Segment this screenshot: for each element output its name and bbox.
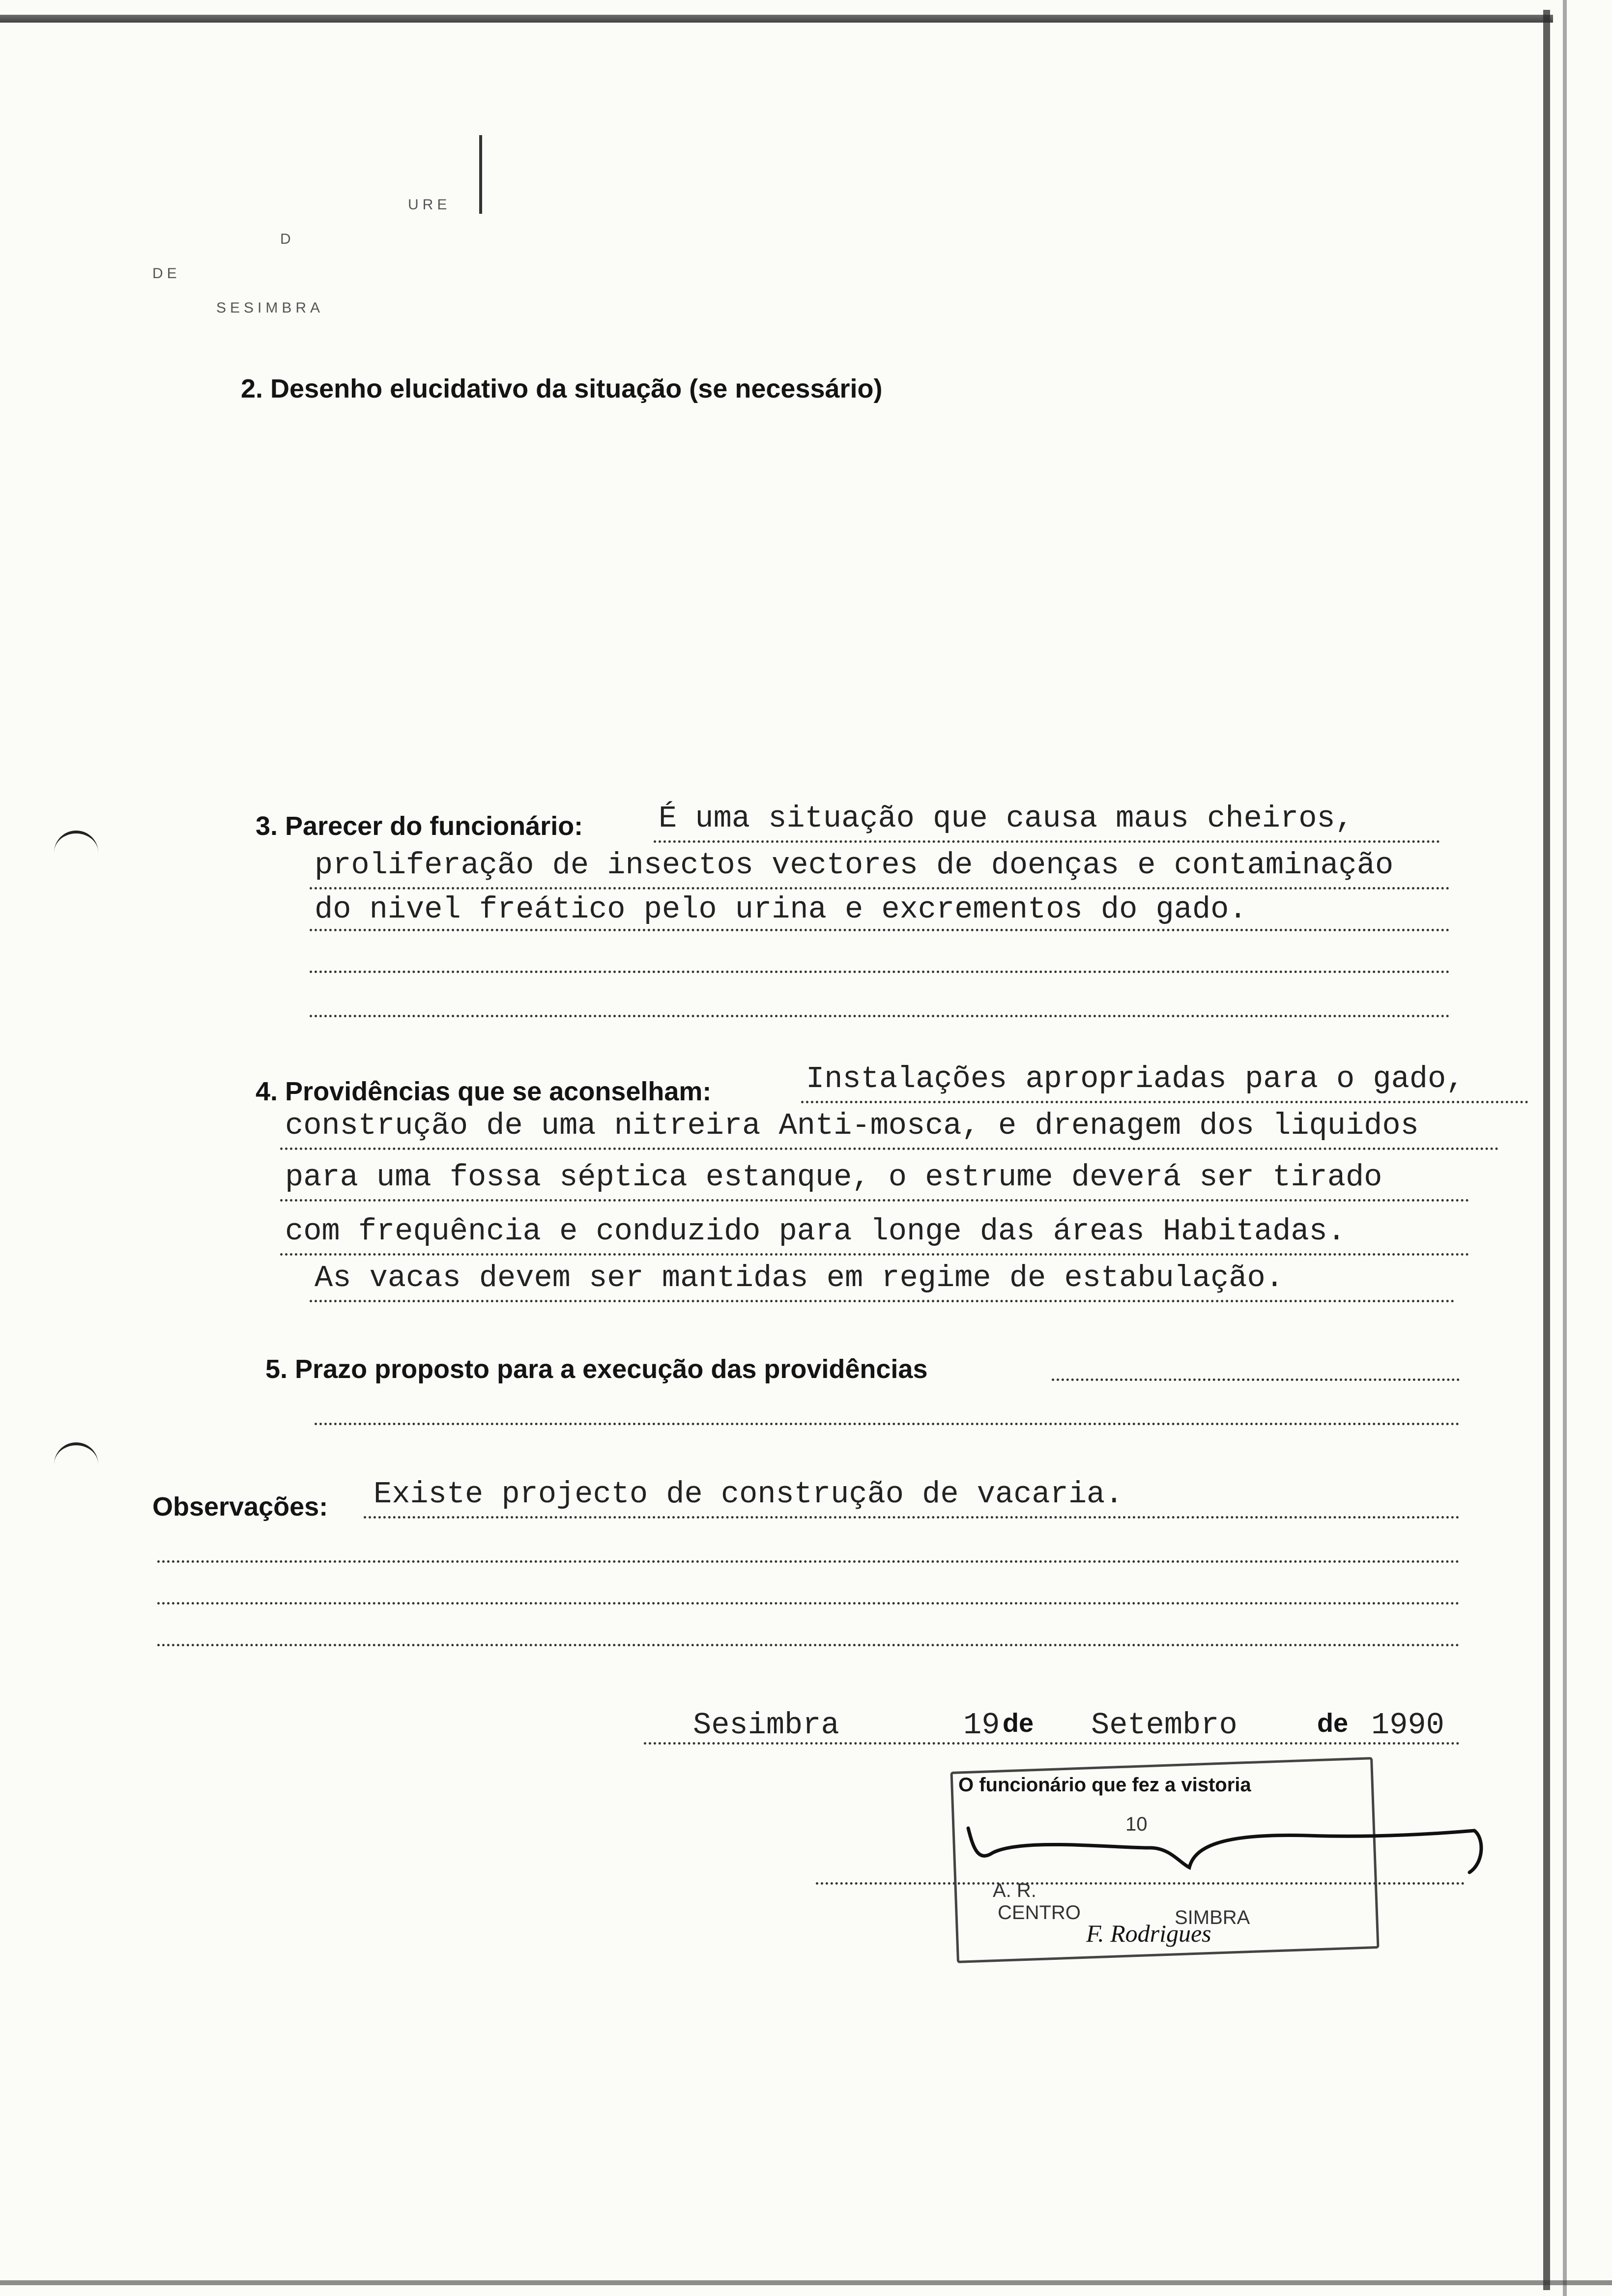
dotted-line [644, 1742, 1460, 1745]
dotted-line [280, 1199, 1469, 1202]
dotted-line [801, 1101, 1528, 1103]
header-stamp [64, 133, 491, 344]
section3-label: 3. Parecer do funcionário: [256, 811, 583, 841]
dotted-line [157, 1602, 1460, 1605]
dotted-line [310, 887, 1450, 890]
stamp-text-3: SIMBRA [1175, 1907, 1250, 1928]
dotted-line [310, 971, 1450, 973]
dotted-line [280, 1148, 1499, 1150]
dotted-line [157, 1560, 1460, 1563]
bottom-border-line [0, 2280, 1612, 2285]
section4-line-2: construção de uma nitreira Anti-mosca, e drenagem dos liquidos [285, 1108, 1419, 1143]
top-border-line [0, 15, 1553, 23]
section3-line-1: É uma situação que causa maus cheiros, [659, 801, 1353, 836]
stamp-text-1: A. R. [993, 1880, 1036, 1901]
dotted-line [310, 929, 1450, 931]
dotted-line [157, 1644, 1460, 1646]
section4-line-4: com frequência e conduzido para longe das áreas Habitadas. [285, 1214, 1346, 1249]
dotted-line [280, 1253, 1469, 1256]
punch-hole-mark [54, 1442, 98, 1465]
header-stamp-line: URE [408, 197, 451, 213]
signature-title: O funcionário que fez a vistoria [958, 1774, 1251, 1796]
stamp-number: 10 [1125, 1813, 1148, 1835]
signer-name: F. Rodrigues [1086, 1920, 1211, 1947]
dotted-line [310, 1300, 1455, 1302]
dotted-line [310, 1015, 1450, 1017]
header-stamp-line: DE [152, 265, 181, 282]
section2-heading: 2. Desenho elucidativo da situação (se necessário) [241, 374, 883, 403]
dotted-line [654, 840, 1440, 843]
dotted-line [315, 1423, 1460, 1425]
header-stamp-line: SESIMBRA [216, 300, 324, 316]
dotted-line [364, 1516, 1460, 1519]
section5-label: 5. Prazo proposto para a execução das providências [265, 1354, 928, 1384]
date-de-2: de [1317, 1708, 1349, 1738]
signature-dotted-line [816, 1882, 1465, 1885]
handwritten-signature [963, 1818, 1494, 1877]
observacoes-text: Existe projecto de construção de vacaria. [374, 1477, 1123, 1512]
date-de-1: de [1003, 1708, 1034, 1738]
observacoes-label: Observações: [152, 1492, 328, 1521]
punch-hole-mark [54, 831, 98, 853]
date-year: 1990 [1371, 1708, 1444, 1743]
section4-line-1: Instalações apropriadas para o gado, [806, 1062, 1465, 1096]
right-border-line [1543, 10, 1550, 2290]
header-stamp-line: D [280, 231, 295, 247]
date-place: Sesimbra [693, 1708, 839, 1743]
section4-label: 4. Providências que se aconselham: [256, 1077, 712, 1106]
dotted-line [1052, 1378, 1460, 1381]
section4-line-5: As vacas devem ser mantidas em regime de estabulação. [315, 1261, 1284, 1295]
section4-line-3: para uma fossa séptica estanque, o estrume deverá ser tirado [285, 1160, 1382, 1195]
right-page-edge [1563, 0, 1567, 2296]
date-day: 19 [963, 1708, 1000, 1743]
section3-line-3: do nivel freático pelo urina e excrementos do gado. [315, 892, 1247, 927]
date-month: Setembro [1091, 1708, 1238, 1743]
stamp-text-2: CENTRO [998, 1902, 1081, 1923]
section3-line-2: proliferação de insectos vectores de doenças e contaminação [315, 848, 1394, 883]
